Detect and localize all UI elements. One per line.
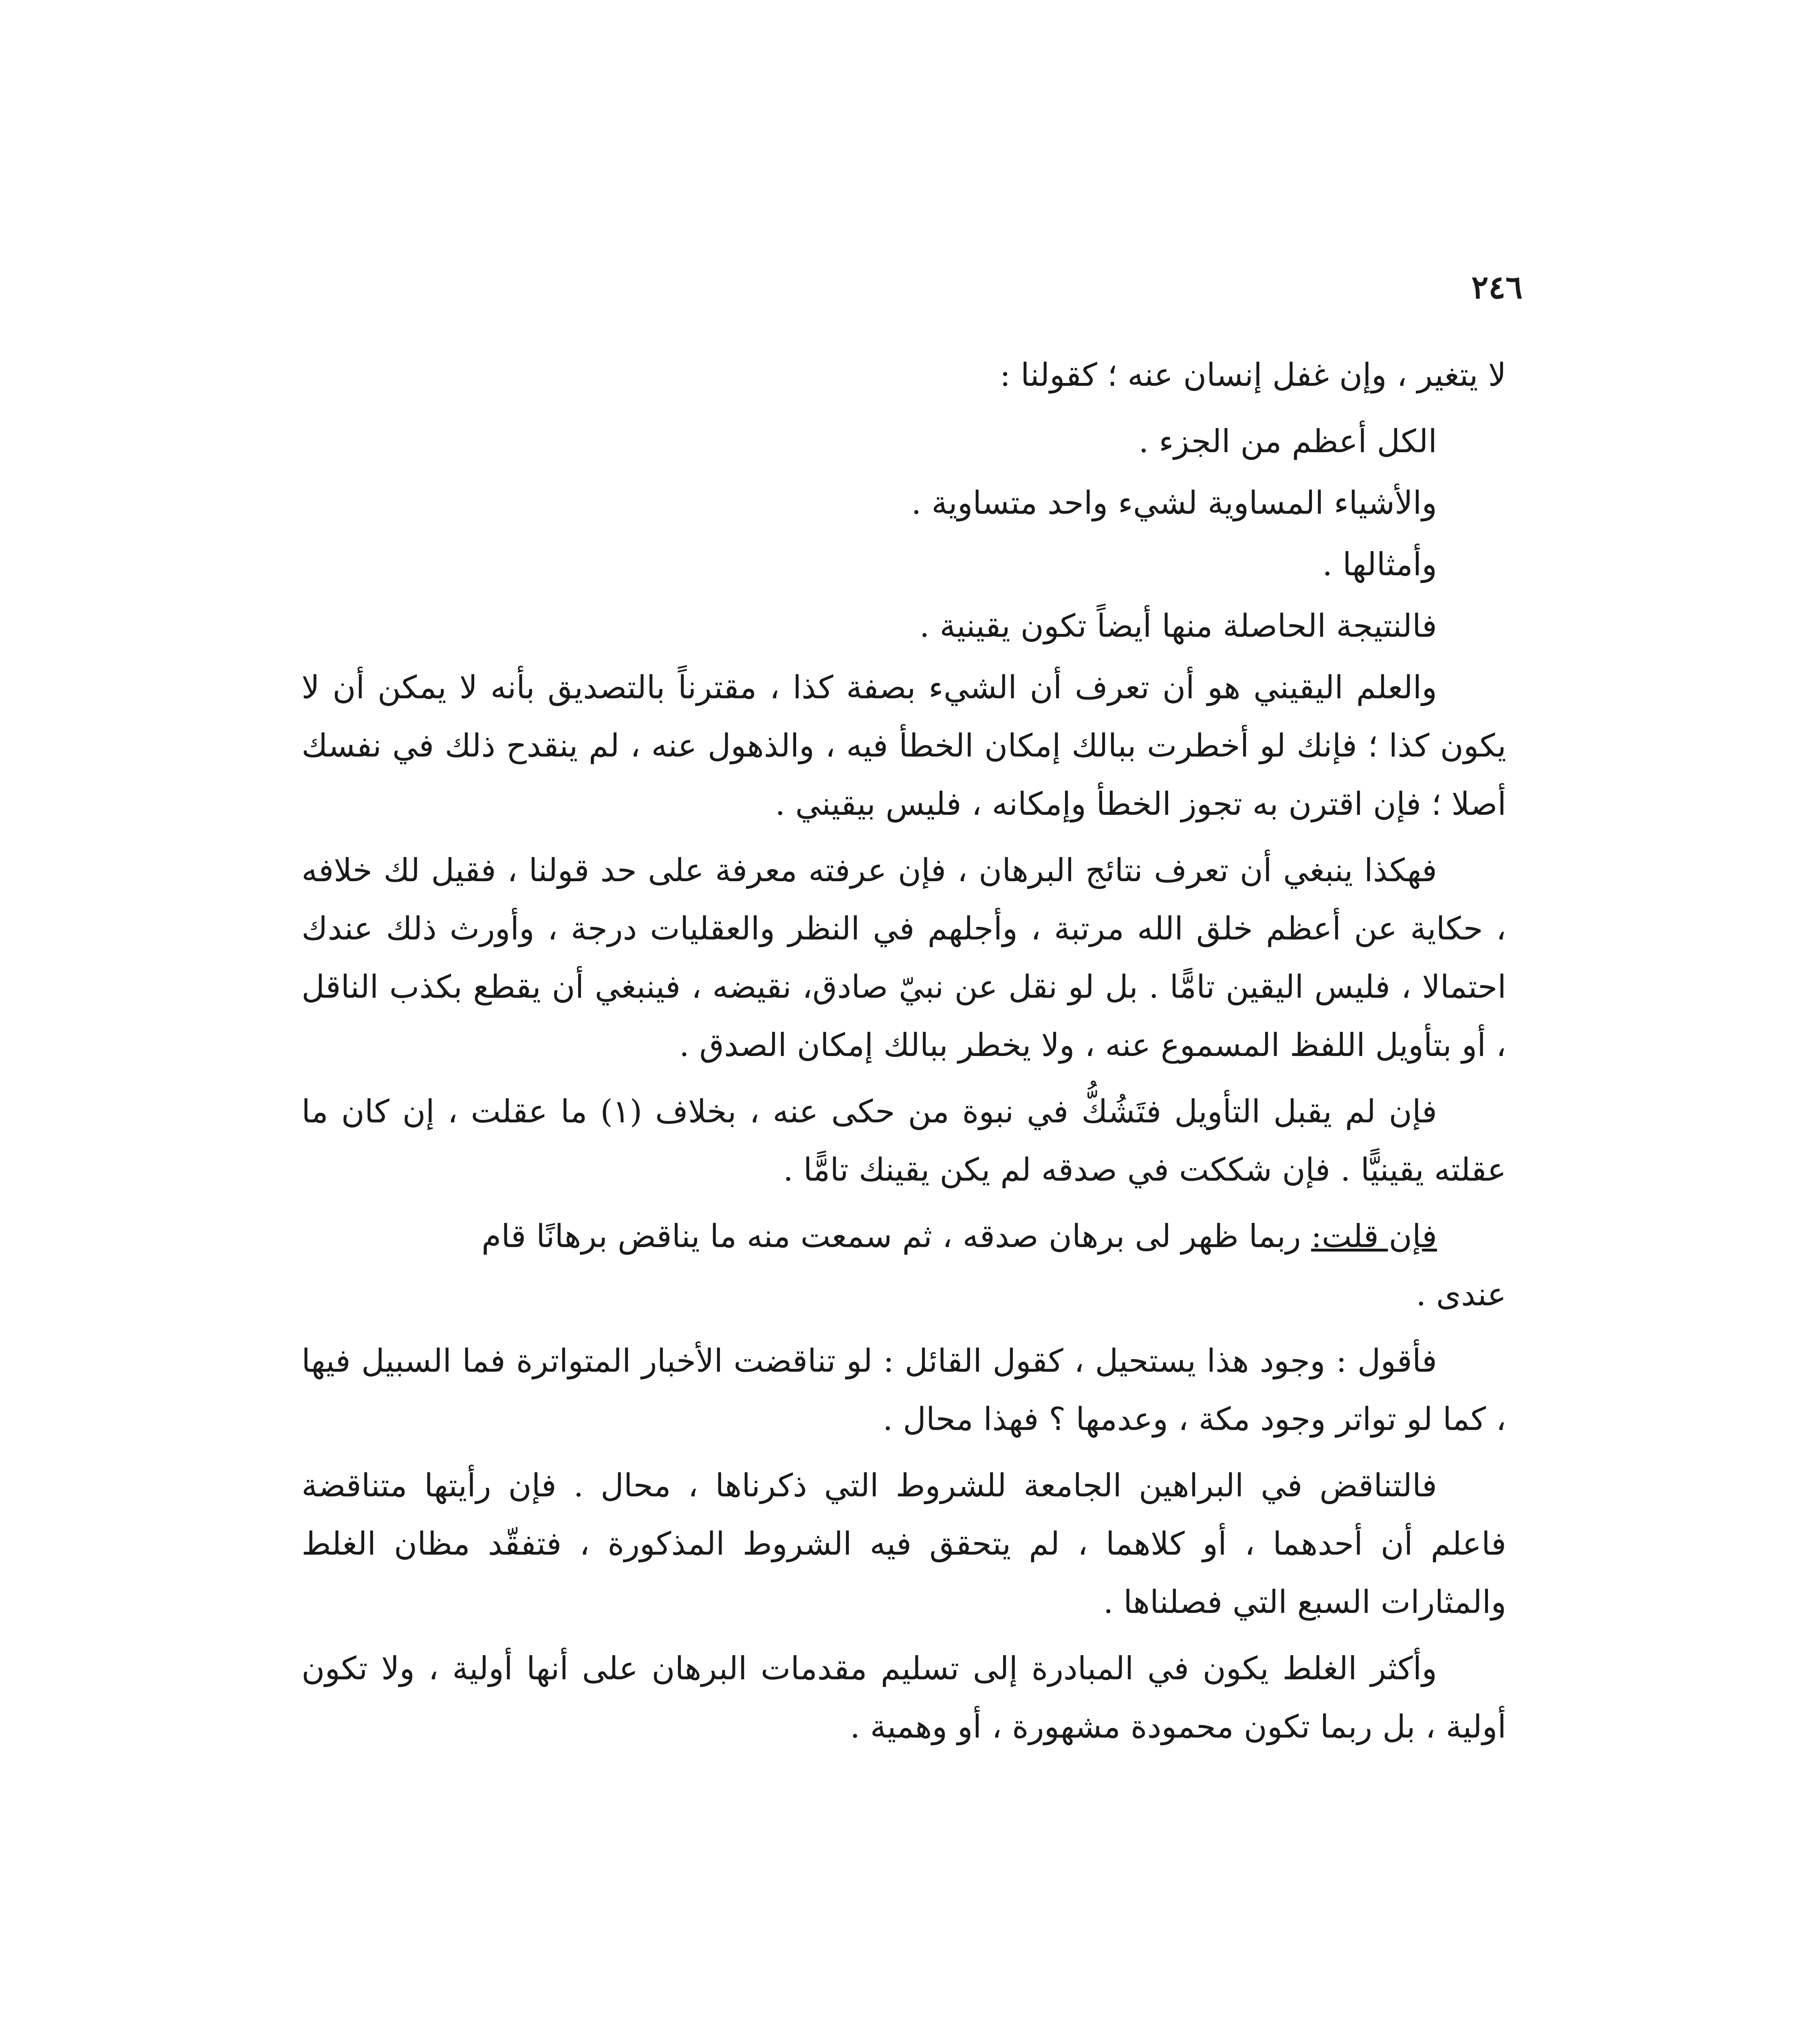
paragraph: فهكذا ينبغي أن تعرف نتائج البرهان ، فإن عرفته معرفة على حد قولنا ، فقيل لك خلافه ، حكاية عن أعظم خلق الله مرتبة ، وأجلهم في النظر والعقليات درجة ، وأورث ذلك عندك احتمالا ، فليس اليقين تامًّا . بل لو نقل عن نبيّ صادق، نقيضه ، فينبغي أن يقطع بكذب الناقل ، أو بتأويل اللفظ المسموع عنه ، ولا يخطر ببالك إمكان الصدق . (301, 852, 1506, 1064)
paragraph: فالتناقض في البراهين الجامعة للشروط التي ذكرناها ، محال . فإن رأيتها متناقضة فاعلم أن أحدهما ، أو كلاهما ، لم يتحقق فيه الشروط المذكورة ، فتفقّد مظان الغلط والمثارات السبع التي فصلناها . (301, 1467, 1506, 1621)
paragraph: فإن لم يقبل التأويل فتَشُكُّ في نبوة من حكى عنه ، بخلاف (١) ما عقلت ، إن كان ما عقلته يقينيًّا . فإن شككت في صدقه لم يكن يقينك تامًّا . (301, 1093, 1506, 1188)
example-line: والأشياء المساوية لشيء واحد متساوية . (911, 485, 1437, 521)
paragraph-continuation: عندى . (1416, 1276, 1506, 1313)
main-text (301, 346, 1506, 1764)
paragraph: فأقول : وجود هذا يستحيل ، كقول القائل : لو تناقضت الأخبار المتواترة فما السبيل فيها ، كما لو تواتر وجود مكة ، وعدمها ؟ فهذا محال . (301, 1343, 1506, 1438)
paragraph: وأكثر الغلط يكون في المبادرة إلى تسليم مقدمات البرهان على أنها أولية ، ولا تكون أولية ، بل ربما تكون محمودة مشهورة ، أو وهمية . (301, 1650, 1506, 1745)
page-number: ٢٤٦ (1471, 269, 1523, 306)
objection-lead: فإن قلت: (1311, 1218, 1437, 1255)
example-line: الكل أعظم من الجزء . (1138, 423, 1437, 460)
paragraph: لا يتغير ، وإن غفل إنسان عنه ؛ كقولنا : (999, 357, 1506, 394)
paragraph-objection (301, 1208, 1506, 1266)
example-line: فالنتيجة الحاصلة منها أيضاً تكون يقينية . (919, 608, 1437, 645)
objection-text: ربما ظهر لى برهان صدقه ، ثم سمعت منه ما يناقض برهانًا قام (481, 1218, 1311, 1255)
example-line: وأمثالها . (1322, 546, 1437, 583)
paragraph: والعلم اليقيني هو أن تعرف أن الشيء بصفة كذا ، مقترناً بالتصديق بأنه لا يمكن أن لا يكون كذا ؛ فإنك لو أخطرت ببالك إمكان الخطأ فيه ، والذهول عنه ، لم ينقدح ذلك في نفسك أصلا ؛ فإن اقترن به تجوز الخطأ وإمكانه ، فليس بيقيني . (301, 669, 1506, 823)
